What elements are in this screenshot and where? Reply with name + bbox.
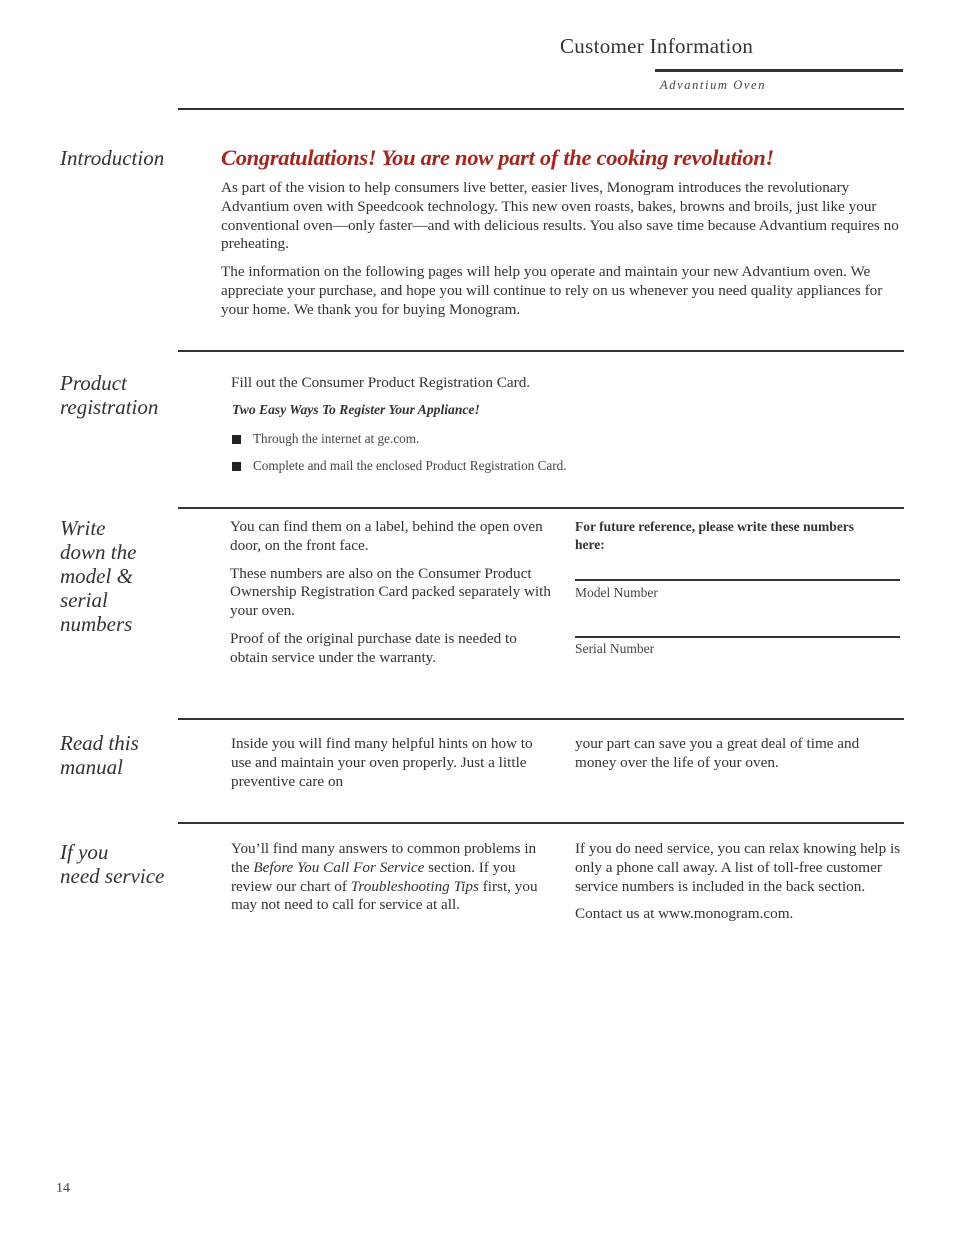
header-rule <box>655 69 903 72</box>
section-divider <box>178 718 904 720</box>
serial-number-label: Serial Number <box>575 641 655 656</box>
model-number-label: Model Number <box>575 585 658 600</box>
intro-body <box>221 179 906 329</box>
model-serial-paragraph: These numbers are also on the Consumer Product Ownership Registration Card packed separately with your oven. <box>230 564 551 620</box>
intro-paragraph: The information on the following pages will help you operate and maintain your new Advantium oven. We appreciate your purchase, and hope you will continue to rely on us whenever you need quality appliances for your home. We thank you for buying Monogram. <box>221 263 883 318</box>
reference-heading: For future reference, please write these numbers here: <box>575 519 855 552</box>
read-manual-col2: your part can save you a great deal of time and money over the life of your oven. <box>575 735 860 771</box>
model-serial-paragraph: Proof of the original purchase date is needed to obtain service under the warranty. <box>230 629 517 666</box>
label-line: need service <box>60 864 165 888</box>
section-divider <box>178 350 904 352</box>
service-text: section. If you review our chart of <box>231 858 516 895</box>
section-divider <box>178 507 904 509</box>
label-line: Product <box>60 371 127 395</box>
model-serial-paragraph: You can find them on a label, behind the open oven door, on the front face. <box>230 518 543 554</box>
registration-subheading: Two Easy Ways To Register Your Appliance! <box>232 402 480 417</box>
intro-paragraph: As part of the vision to help consumers live better, easier lives, Monogram introduces the revolutionary Advantium oven with Speedcook technology. This new oven roasts, bakes, browns and broils, just like your conventional oven—only faster—and with delicious results. You also save time because Advantium requires no preheating. <box>221 179 899 253</box>
label-line: If you <box>60 840 109 864</box>
section-label-registration <box>60 371 210 419</box>
section-label-read-manual <box>60 731 210 779</box>
bullet-square-icon <box>232 435 241 444</box>
section-divider <box>178 108 904 110</box>
model-serial-body <box>230 518 555 677</box>
registration-intro: Fill out the Consumer Product Registration Card. <box>231 374 531 391</box>
service-contact: Contact us at www.monogram.com. <box>575 905 794 923</box>
service-text: You’ll find many answers to common problems in the <box>231 840 537 876</box>
service-link-before-you-call: Before You Call For Service <box>253 858 425 876</box>
section-label-model-serial <box>60 516 210 636</box>
label-line: Read this <box>60 731 139 755</box>
bullet-square-icon <box>232 462 241 471</box>
label-line: registration <box>60 395 159 419</box>
model-number-line[interactable] <box>575 579 900 581</box>
label-line: numbers <box>60 612 133 636</box>
label-line: manual <box>60 755 123 779</box>
bullet-text: Complete and mail the enclosed Product Registration Card. <box>253 458 567 473</box>
service-col2 <box>575 840 905 933</box>
registration-bullet <box>232 458 832 474</box>
label-line: serial <box>60 588 108 612</box>
service-text: first, you may not need to call for service at all. <box>231 877 538 914</box>
intro-heading: Congratulations! You are now part of the cooking revolution! <box>221 145 774 170</box>
section-divider <box>178 822 904 824</box>
serial-number-line[interactable] <box>575 636 900 638</box>
page-header-subtitle: Advantium Oven <box>660 78 767 92</box>
section-label-introduction: Introduction <box>60 146 165 170</box>
label-line: model & <box>60 564 133 588</box>
page-number: 14 <box>56 1181 70 1196</box>
section-label-service <box>60 840 210 888</box>
page-header-title: Customer Information <box>560 34 754 58</box>
service-paragraph: If you do need service, you can relax knowing help is only a phone call away. A list of toll-free customer service numbers is included in the back section. <box>575 840 901 895</box>
label-line: down the <box>60 540 137 564</box>
service-link-troubleshooting: Troubleshooting Tips <box>350 877 479 895</box>
registration-bullet <box>232 431 832 447</box>
service-col1 <box>231 840 556 915</box>
label-line: Write <box>60 516 106 540</box>
read-manual-col1: Inside you will find many helpful hints on how to use and maintain your oven properly. Just a little preventive care on <box>231 735 533 790</box>
bullet-text: Through the internet at ge.com. <box>253 431 420 446</box>
